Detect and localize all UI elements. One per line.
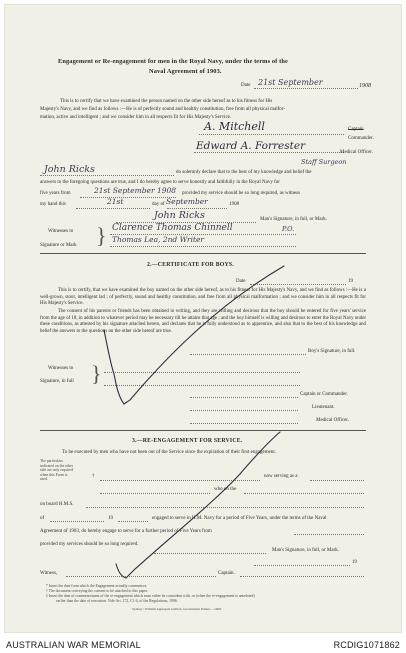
boys-witness-brace: } [91, 361, 102, 386]
footnote-3: ‡ Insert the date of commencement of the re-engagement which must either be coincident with, or (when the re-engagement is antedated) [46, 594, 255, 598]
cert-line-3: mation, active and intelligent ; and we consider him in all respects fit for His Majesty's Service. [40, 115, 232, 120]
on-board-line [86, 507, 364, 508]
boys-witnesses-label: Witnesses to [48, 366, 74, 371]
hand-day-line [76, 208, 150, 209]
five-years-line [80, 197, 176, 198]
footnote-2: † The document conveying the consent to be attached to this paper. [46, 589, 148, 593]
declare-line-2: answers to the foregoing questions are true, and I do hereby agree to serve honestly and faithfully in the Royal Navy for [40, 180, 280, 185]
boys-witness-line-2 [104, 385, 300, 386]
reengagement-heading: 3.—RE-ENGAGEMENT FOR SERVICE. [132, 438, 243, 444]
of-year: 19 [108, 516, 113, 521]
hand-year: 1908 [229, 202, 239, 207]
provided-text: provided my service should be so long required, as witness [182, 191, 301, 196]
section-rule-1 [40, 253, 366, 254]
captain-label: Captain [348, 127, 364, 132]
commander-signature: A. Mitchell [204, 120, 265, 133]
reeng-captain-label: Captain. [218, 571, 235, 576]
boys-signature-label: Boy's Signature, in full. [308, 349, 356, 354]
witness-2: Thomas Lea, 2nd Writer [112, 235, 205, 244]
medical-officer-label: Medical Officer. [340, 150, 373, 155]
hand-label: my hand this [40, 202, 66, 207]
date-value: 21st September [258, 78, 323, 87]
boys-signature-line [190, 354, 306, 355]
name-line [40, 175, 174, 176]
boys-witness-line-1 [104, 372, 300, 373]
form-subtitle: Naval Agreement of 1903. [149, 68, 222, 75]
boys-date-label: Date [236, 279, 246, 284]
who-on-tail [244, 493, 364, 494]
on-board-label: on board H.M.S. [40, 502, 74, 507]
reeng-captain-line [240, 576, 364, 577]
reeng-signature-line [154, 553, 266, 554]
reeng-signature-label: Man's Signature, in full, or Mark. [272, 548, 340, 553]
boys-date-year: 19 [348, 279, 353, 284]
boys-captain-line [190, 397, 298, 398]
witness-1-rank: P.O. [282, 225, 295, 233]
cert-line-1: This is to certify that we have examined the person named on the other side hereof as to his fitness for His [60, 99, 273, 104]
footnote-4: earlier than the date of execution. Vide Art. 172, Cl. 6, of the Regulations, 1906. [56, 599, 178, 603]
reeng-witness-line [66, 576, 216, 577]
witness-brace: } [96, 223, 107, 248]
staff-surgeon-note: Staff Surgeon [301, 158, 347, 166]
declarant-name: John Ricks [44, 164, 95, 175]
agreement-line [294, 534, 364, 535]
boys-date-line [250, 284, 346, 285]
of-line [50, 521, 104, 522]
required-text: provided my services should be so long required. [40, 542, 139, 547]
commander-label: Commander. [348, 136, 374, 141]
now-serving-line [100, 480, 260, 481]
reeng-witness-label: Witness, [40, 571, 58, 576]
archive-record-id: RCDIG1071862 [333, 640, 400, 650]
dagger-mark: † [92, 474, 95, 479]
witnesses-label: Witnesses to [48, 229, 74, 234]
boys-cert-para-2: The consent of his parents or friends has been obtained in writing, and they are willing and desirous that the boy should be entered for five years' service from the age of 18, in addition to whatever period may be necessary till he attains that age ; and the boy himself is willing and desirous to enter the Royal Navy under these conditions, as attested by his signature attached hereto, and declares that he is fully understood as to apprentice, and also that to the best of his knowledge and belief the answers to the questions on the other side hereof are true. [40, 309, 366, 334]
boys-medical-label: Medical Officer. [316, 418, 349, 423]
mans-signature-label: Man's Signature, in full, or Mark. [260, 217, 328, 222]
medical-signature: Edward A. Forrester [196, 140, 306, 152]
date-line [254, 88, 358, 89]
section-rule-2 [40, 430, 366, 431]
reengagement-margin-note: The particulars indicated on the other side are only required when this Form is used. [40, 459, 74, 482]
cert-line-2: Majesty's Navy, and we find as follows :—He is of perfectly sound and healthy constitution, free from all physical malfor- [40, 107, 285, 112]
day-of-label: day of [152, 202, 165, 207]
of-label: of [40, 516, 45, 521]
five-years-label: five years from [40, 191, 71, 196]
document-sheet [4, 4, 402, 633]
boys-captain-label: Captain or Commander. [300, 392, 348, 397]
boys-cert-para-1: This is to certify, that we have examined the boy named on the other side hereof, as to his fitness for His Majesty's Navy, and we find as follows :—He is a well-grown, stout, intelligent lad ; of perfectly, sound and healthy constitution, and free from all physical malformation ; and we consider him in all respects fit for His Majesty's Service. [40, 288, 366, 307]
reengagement-intro: To be executed by men who have not been out of the Service since the expiration of their first engagement. [62, 450, 277, 455]
form-title: Engagement or Re-engagement for men in the Royal Navy, under the terms of the [58, 58, 288, 65]
five-years-value: 21st September 1908 [94, 186, 177, 195]
boys-lieutenant-line [190, 410, 298, 411]
witness-1: Clarence Thomas Chinnell [112, 223, 233, 233]
printer-imprint: Sydney : William Applegate Gullick, Government Printer.—1908. [132, 607, 222, 611]
boys-lieutenant-label: Lieutenant. [312, 405, 335, 410]
boys-signature-full-label: Signature, in full [40, 379, 74, 384]
archive-footer [0, 636, 406, 653]
footnote-1: * Insert the date from which the Engagement actually commences. [46, 584, 148, 588]
reeng-date-line [254, 565, 350, 566]
hand-month-line [167, 208, 227, 209]
witness-2-line [110, 246, 296, 247]
reeng-date-year: 19 [352, 560, 357, 565]
date-label: Date [241, 83, 251, 88]
declare-text: do solemnly declare that to the best of my knowledge and belief the [176, 170, 312, 175]
agreement-text: Agreement of 1903, do hereby engage to serve for a further period of Five Years from [40, 529, 212, 534]
boys-certificate-heading: 2.—CERTIFICATE FOR BOYS. [147, 262, 234, 268]
who-on-line [100, 493, 210, 494]
engaged-text: engaged to serve in H.M. Navy for a period of Five Years, under the terms of the Naval [152, 516, 327, 521]
witnesses-label-2: Signature or Mark [40, 243, 77, 248]
archive-name: AUSTRALIAN WAR MEMORIAL [6, 640, 141, 650]
now-serving-label: now serving as a [264, 474, 298, 479]
medical-line [194, 152, 344, 153]
hand-month: September [166, 197, 208, 206]
now-serving-tail [310, 480, 364, 481]
who-on-label: who on the [214, 487, 237, 492]
boys-medical-line [190, 423, 298, 424]
commander-line [199, 134, 344, 135]
hand-day: 21st [107, 197, 124, 206]
date-year: 1908 [359, 83, 371, 89]
mans-signature-value: John Ricks [154, 210, 205, 221]
of-year-line [118, 521, 148, 522]
